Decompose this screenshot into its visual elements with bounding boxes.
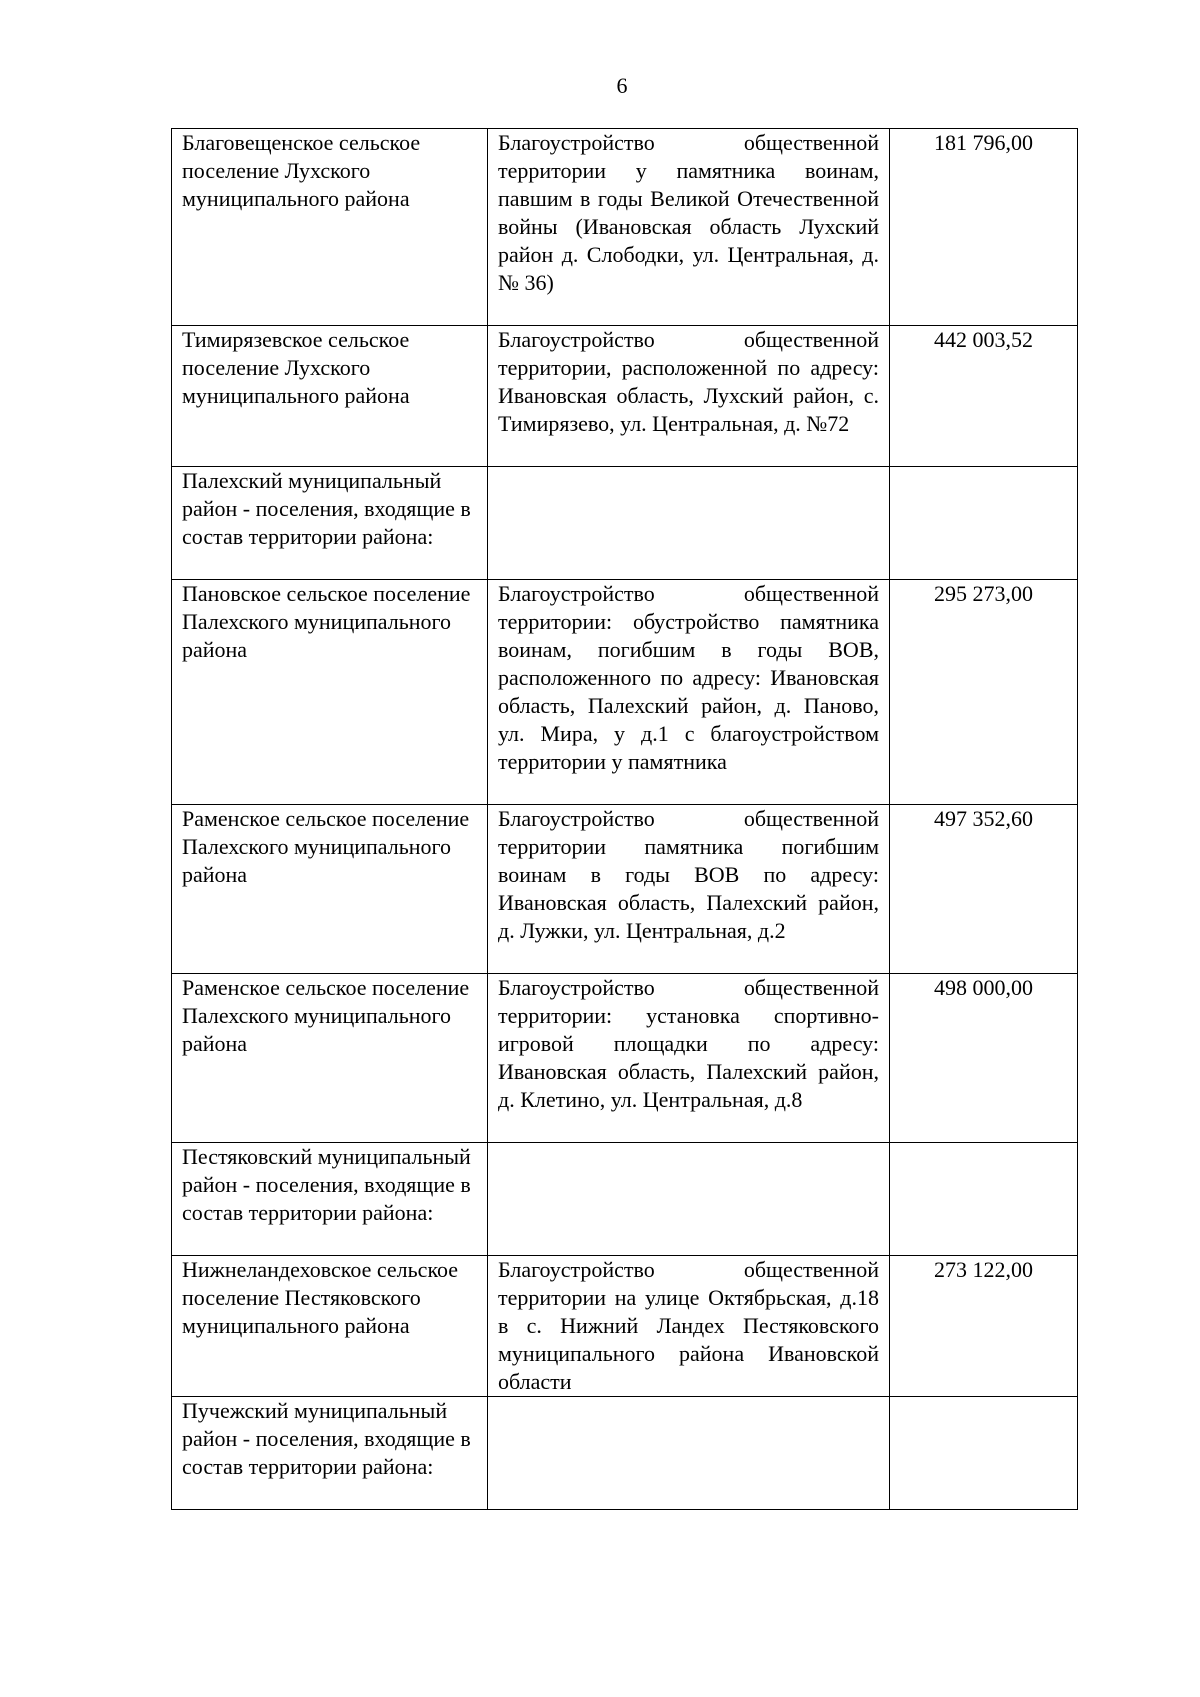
description-cell: Благоустройство общественной территории у памятника воинам, павшим в годы Великой Отечественной войны (Ивановская область Лухский район д. Слободки, ул. Центральная, д.№ 36) xyxy=(488,129,890,326)
district-header-cell: Пучежский муниципальный район - поселения, входящие в состав территории района: xyxy=(172,1397,488,1510)
settlement-cell: Нижнеландеховское сельское поселение Пестяковского муниципального района xyxy=(172,1256,488,1397)
amount-cell: 295 273,00 xyxy=(890,580,1078,805)
description-cell xyxy=(488,1397,890,1510)
settlement-cell: Раменское сельское поселение Палехского муниципального района xyxy=(172,974,488,1143)
settlement-cell: Благовещенское сельское поселение Лухского муниципального района xyxy=(172,129,488,326)
subsidy-table xyxy=(171,128,1078,1510)
table-row xyxy=(172,1256,1078,1397)
amount-cell xyxy=(890,1397,1078,1510)
district-header-cell: Пестяковский муниципальный район - поселения, входящие в состав территории района: xyxy=(172,1143,488,1256)
description-cell: Благоустройство общественной территории на улице Октябрьская, д.18 в с. Нижний Ландех Пестяковского муниципального района Ивановской области xyxy=(488,1256,890,1397)
amount-cell xyxy=(890,467,1078,580)
table-row xyxy=(172,467,1078,580)
amount-cell xyxy=(890,1143,1078,1256)
amount-cell: 498 000,00 xyxy=(890,974,1078,1143)
table-row xyxy=(172,580,1078,805)
table-row xyxy=(172,974,1078,1143)
table-row xyxy=(172,1397,1078,1510)
description-cell: Благоустройство общественной территории памятника погибшим воинам в годы ВОВ по адресу: Ивановская область, Палехский район, д. Лужки, ул. Центральная, д.2 xyxy=(488,805,890,974)
description-cell xyxy=(488,1143,890,1256)
table-row xyxy=(172,129,1078,326)
amount-cell: 273 122,00 xyxy=(890,1256,1078,1397)
description-cell xyxy=(488,467,890,580)
description-cell: Благоустройство общественной территории: установка спортивно-игровой площадки по адресу: Ивановская область, Палехский район, д. Клетино, ул. Центральная, д.8 xyxy=(488,974,890,1143)
district-header-cell: Палехский муниципальный район - поселения, входящие в состав территории района: xyxy=(172,467,488,580)
amount-cell: 442 003,52 xyxy=(890,326,1078,467)
settlement-cell: Пановское сельское поселение Палехского муниципального района xyxy=(172,580,488,805)
settlement-cell: Тимирязевское сельское поселение Лухского муниципального района xyxy=(172,326,488,467)
table-row xyxy=(172,805,1078,974)
amount-cell: 181 796,00 xyxy=(890,129,1078,326)
table-row xyxy=(172,326,1078,467)
page-number: 6 xyxy=(616,73,628,98)
table-row xyxy=(172,1143,1078,1256)
amount-cell: 497 352,60 xyxy=(890,805,1078,974)
description-cell: Благоустройство общественной территории, расположенной по адресу: Ивановская область, Лухский район, с. Тимирязево, ул. Центральная, д. №72 xyxy=(488,326,890,467)
settlement-cell: Раменское сельское поселение Палехского муниципального района xyxy=(172,805,488,974)
description-cell: Благоустройство общественной территории: обустройство памятника воинам, погибшим в годы ВОВ, расположенного по адресу: Ивановская область, Палехский район, д. Паново, ул. Мира, у д.1 с благоустройством территории у памятника xyxy=(488,580,890,805)
